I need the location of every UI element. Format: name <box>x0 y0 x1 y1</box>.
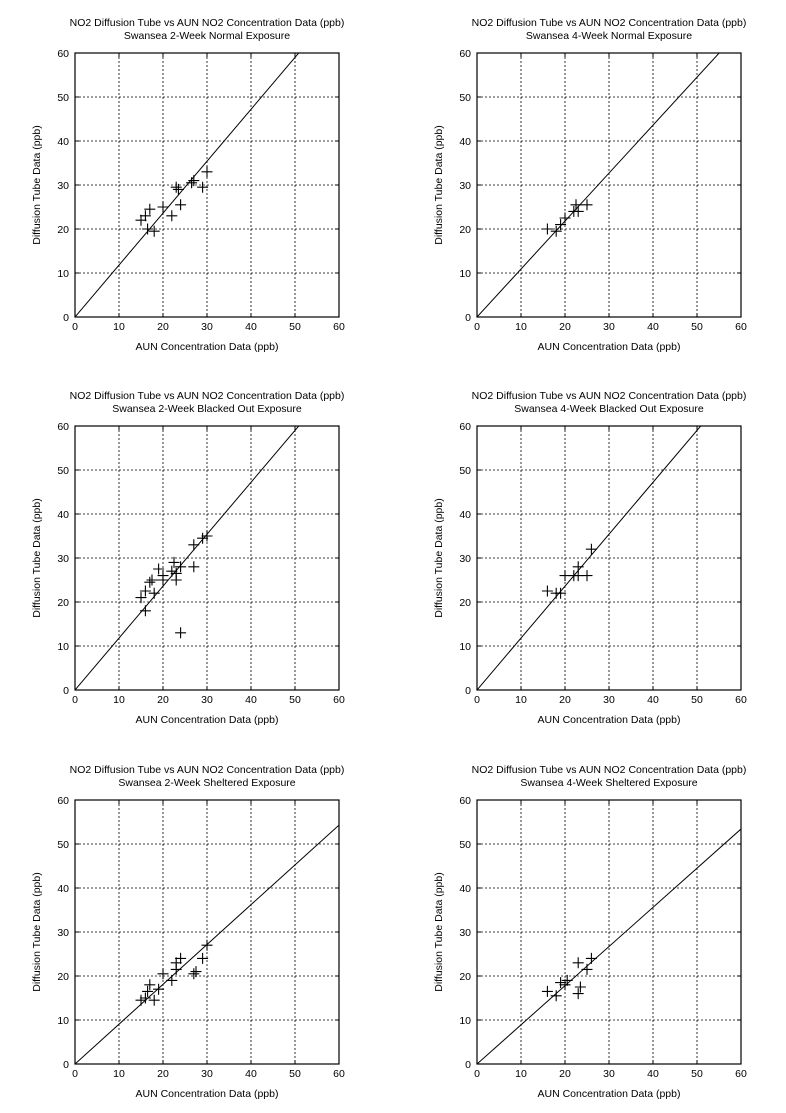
x-tick-label: 60 <box>333 694 345 706</box>
chart-title: NO2 Diffusion Tube vs AUN NO2 Concentration Data (ppb) <box>69 764 345 776</box>
y-tick-label: 60 <box>57 795 69 807</box>
x-tick-label: 60 <box>735 1068 747 1080</box>
y-tick-label: 0 <box>63 685 69 697</box>
data-point <box>188 539 199 550</box>
x-axis-label: AUN Concentration Data (ppb) <box>537 341 681 353</box>
x-tick-label: 40 <box>647 321 659 333</box>
data-point <box>573 561 584 572</box>
data-point <box>166 975 177 986</box>
y-tick-label: 20 <box>459 971 471 983</box>
x-tick-label: 10 <box>515 694 527 706</box>
data-point <box>173 184 184 195</box>
data-point <box>573 957 584 968</box>
y-tick-label: 20 <box>57 597 69 609</box>
scatter-panel-4 <box>433 378 747 726</box>
y-tick-label: 50 <box>459 839 471 851</box>
y-tick-label: 60 <box>57 48 69 60</box>
y-tick-label: 60 <box>57 421 69 433</box>
y-tick-label: 0 <box>63 1059 69 1071</box>
data-point <box>573 988 584 999</box>
x-tick-label: 30 <box>603 694 615 706</box>
y-tick-label: 40 <box>459 136 471 148</box>
x-tick-label: 60 <box>735 321 747 333</box>
data-point <box>573 206 584 217</box>
x-tick-label: 30 <box>201 1068 213 1080</box>
y-axis-label: Diffusion Tube Data (ppb) <box>31 498 43 618</box>
data-point <box>149 588 160 599</box>
scatter-panel-3 <box>31 378 345 726</box>
x-axis-label: AUN Concentration Data (ppb) <box>537 714 681 726</box>
x-tick-label: 50 <box>289 694 301 706</box>
x-axis-label: AUN Concentration Data (ppb) <box>537 1088 681 1100</box>
x-tick-label: 50 <box>691 1068 703 1080</box>
y-tick-label: 60 <box>459 421 471 433</box>
data-point <box>140 605 151 616</box>
data-point <box>175 627 186 638</box>
data-point <box>197 953 208 964</box>
x-tick-label: 10 <box>113 321 125 333</box>
x-tick-label: 0 <box>474 694 480 706</box>
data-point <box>158 202 169 213</box>
x-axis-label: AUN Concentration Data (ppb) <box>135 1088 279 1100</box>
x-tick-label: 10 <box>515 1068 527 1080</box>
y-tick-label: 30 <box>459 553 471 565</box>
y-tick-label: 60 <box>459 48 471 60</box>
x-tick-label: 0 <box>72 1068 78 1080</box>
y-tick-label: 50 <box>57 465 69 477</box>
data-point <box>188 175 199 186</box>
y-tick-label: 0 <box>465 312 471 324</box>
data-point <box>542 224 553 235</box>
x-tick-label: 10 <box>113 694 125 706</box>
y-tick-label: 10 <box>57 1015 69 1027</box>
data-point <box>188 561 199 572</box>
x-tick-label: 20 <box>157 1068 169 1080</box>
x-tick-label: 50 <box>691 694 703 706</box>
x-tick-label: 10 <box>113 1068 125 1080</box>
x-tick-label: 40 <box>245 694 257 706</box>
x-tick-label: 0 <box>72 321 78 333</box>
data-point <box>175 199 186 210</box>
y-tick-label: 0 <box>63 312 69 324</box>
data-point <box>191 966 202 977</box>
x-tick-label: 20 <box>157 321 169 333</box>
x-tick-label: 50 <box>289 321 301 333</box>
scatter-panel-5 <box>31 764 345 1100</box>
scatter-panel-1 <box>31 5 345 353</box>
data-point <box>560 213 571 224</box>
x-tick-label: 0 <box>72 694 78 706</box>
data-point <box>586 544 597 555</box>
data-point <box>186 177 197 188</box>
y-tick-label: 40 <box>57 509 69 521</box>
data-point <box>166 210 177 221</box>
x-tick-label: 40 <box>647 1068 659 1080</box>
y-tick-label: 10 <box>57 641 69 653</box>
y-tick-label: 30 <box>459 180 471 192</box>
x-tick-label: 30 <box>201 694 213 706</box>
x-tick-label: 20 <box>559 1068 571 1080</box>
y-tick-label: 50 <box>459 92 471 104</box>
y-tick-label: 10 <box>459 268 471 280</box>
data-point <box>582 570 593 581</box>
data-point <box>142 224 153 235</box>
y-axis-label: Diffusion Tube Data (ppb) <box>31 125 43 245</box>
y-tick-label: 50 <box>57 92 69 104</box>
y-axis-label: Diffusion Tube Data (ppb) <box>433 872 445 992</box>
x-tick-label: 60 <box>333 1068 345 1080</box>
x-tick-label: 10 <box>515 321 527 333</box>
data-point <box>147 575 158 586</box>
chart-subtitle: Swansea 4-Week Sheltered Exposure <box>520 777 698 789</box>
y-tick-label: 40 <box>57 883 69 895</box>
x-tick-label: 40 <box>245 321 257 333</box>
y-tick-label: 0 <box>465 685 471 697</box>
x-tick-label: 20 <box>559 694 571 706</box>
y-tick-label: 50 <box>57 839 69 851</box>
y-tick-label: 10 <box>57 268 69 280</box>
y-tick-label: 30 <box>459 927 471 939</box>
data-point <box>575 982 586 993</box>
y-tick-label: 30 <box>57 180 69 192</box>
data-point <box>188 968 199 979</box>
data-point <box>542 586 553 597</box>
x-tick-label: 20 <box>559 321 571 333</box>
data-point <box>144 979 155 990</box>
scatter-panel-2 <box>433 17 747 353</box>
data-point <box>171 182 182 193</box>
y-tick-label: 40 <box>57 136 69 148</box>
y-tick-label: 10 <box>459 641 471 653</box>
y-axis-label: Diffusion Tube Data (ppb) <box>433 125 445 245</box>
x-tick-label: 60 <box>735 694 747 706</box>
chart-subtitle: Swansea 4-Week Normal Exposure <box>525 30 693 42</box>
y-tick-label: 30 <box>57 927 69 939</box>
data-point <box>158 968 169 979</box>
y-axis-label: Diffusion Tube Data (ppb) <box>433 498 445 618</box>
x-tick-label: 30 <box>201 321 213 333</box>
y-axis-label: Diffusion Tube Data (ppb) <box>31 872 43 992</box>
x-tick-label: 30 <box>603 1068 615 1080</box>
chart-title: NO2 Diffusion Tube vs AUN NO2 Concentration Data (ppb) <box>471 764 747 776</box>
x-tick-label: 0 <box>474 321 480 333</box>
chart-title: NO2 Diffusion Tube vs AUN NO2 Concentration Data (ppb) <box>471 17 747 29</box>
y-tick-label: 60 <box>459 795 471 807</box>
scatter-panel-6 <box>433 764 747 1100</box>
chart-subtitle: Swansea 2-Week Blacked Out Exposure <box>112 403 302 415</box>
data-point <box>586 953 597 964</box>
y-tick-label: 40 <box>459 509 471 521</box>
x-tick-label: 50 <box>691 321 703 333</box>
y-tick-label: 0 <box>465 1059 471 1071</box>
x-axis-label: AUN Concentration Data (ppb) <box>135 341 279 353</box>
x-tick-label: 50 <box>289 1068 301 1080</box>
y-tick-label: 40 <box>459 883 471 895</box>
chart-title: NO2 Diffusion Tube vs AUN NO2 Concentration Data (ppb) <box>69 390 345 402</box>
x-tick-label: 0 <box>474 1068 480 1080</box>
chart-subtitle: Swansea 2-Week Sheltered Exposure <box>118 777 296 789</box>
data-point <box>202 166 213 177</box>
x-axis-label: AUN Concentration Data (ppb) <box>135 714 279 726</box>
chart-title: NO2 Diffusion Tube vs AUN NO2 Concentration Data (ppb) <box>471 390 747 402</box>
x-tick-label: 20 <box>157 694 169 706</box>
x-tick-label: 60 <box>333 321 345 333</box>
x-tick-label: 40 <box>647 694 659 706</box>
chart-title: NO2 Diffusion Tube vs AUN NO2 Concentration Data (ppb) <box>69 17 345 29</box>
chart-subtitle: Swansea 4-Week Blacked Out Exposure <box>514 403 704 415</box>
y-tick-label: 20 <box>57 224 69 236</box>
data-point <box>582 964 593 975</box>
y-tick-label: 20 <box>459 597 471 609</box>
y-tick-label: 30 <box>57 553 69 565</box>
data-point <box>197 182 208 193</box>
data-point <box>571 199 582 210</box>
chart-subtitle: Swansea 2-Week Normal Exposure <box>123 30 291 42</box>
y-tick-label: 20 <box>57 971 69 983</box>
y-tick-label: 10 <box>459 1015 471 1027</box>
y-tick-label: 50 <box>459 465 471 477</box>
x-tick-label: 30 <box>603 321 615 333</box>
x-tick-label: 40 <box>245 1068 257 1080</box>
y-tick-label: 20 <box>459 224 471 236</box>
